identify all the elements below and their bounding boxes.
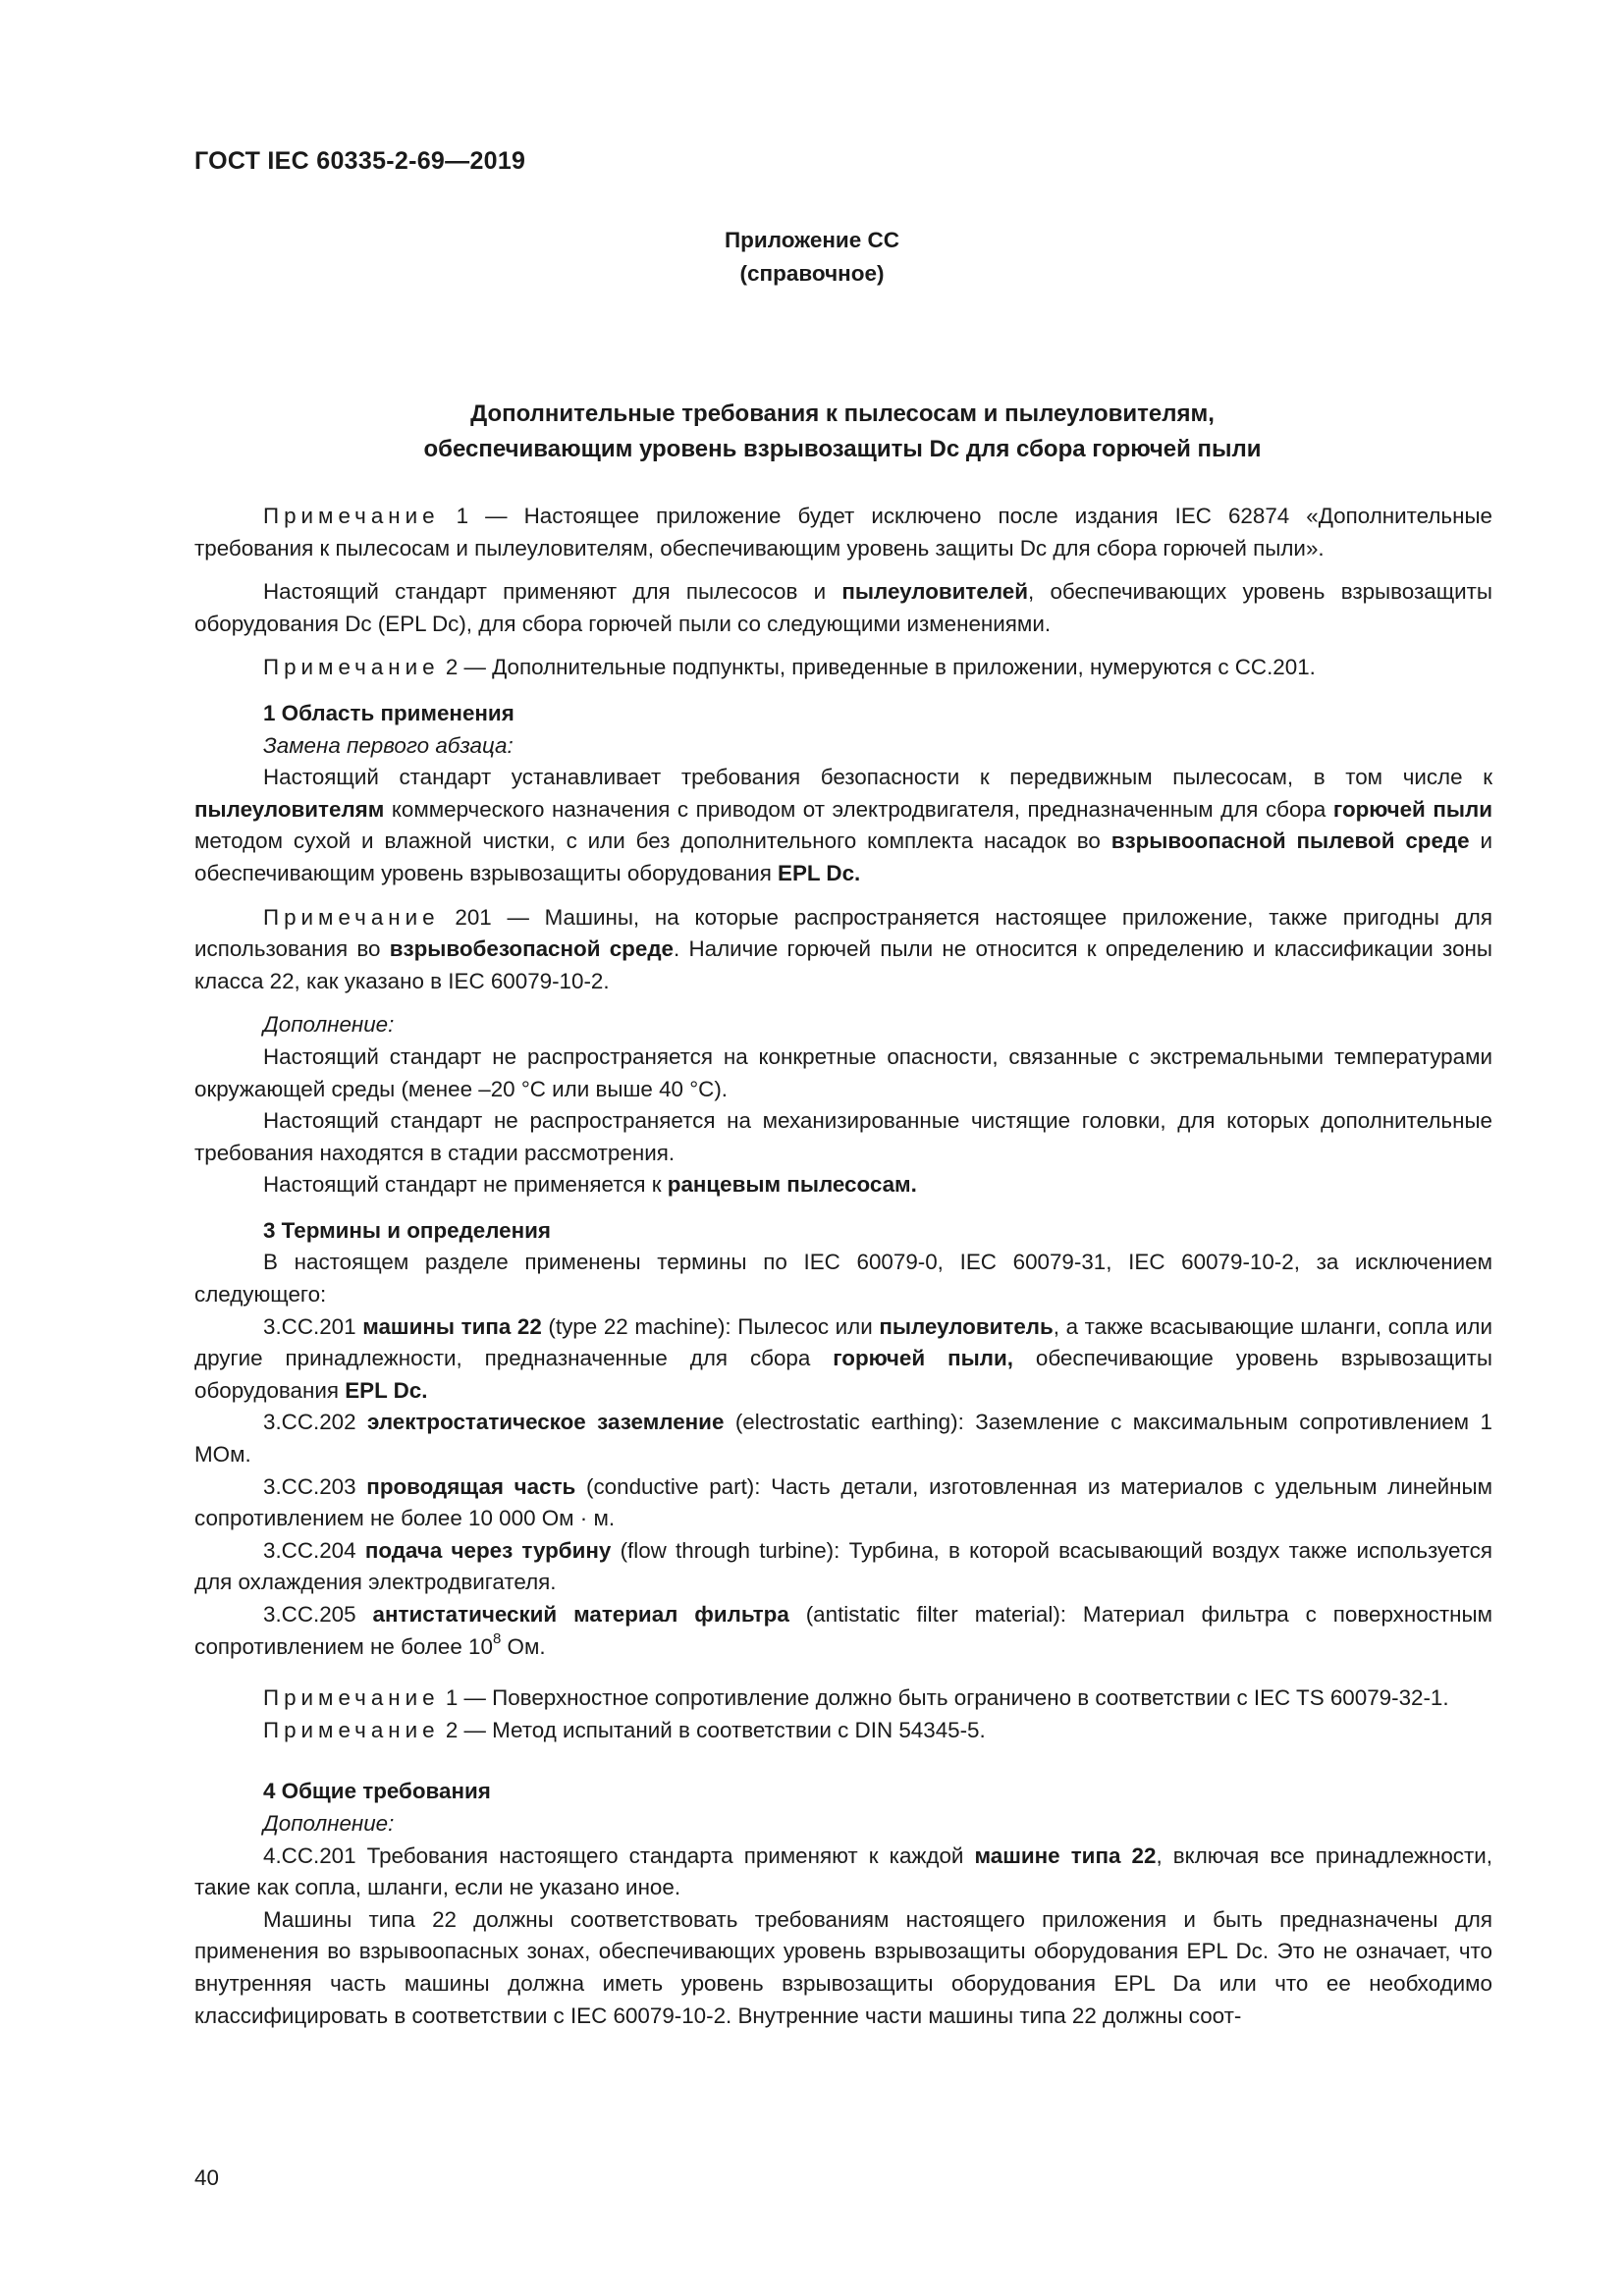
section-1-addition-label: Дополнение: — [263, 1012, 395, 1038]
note-2: Примечание 2 — Дополнительные подпункты, приведенные в приложении, нумеруются с СС.201. — [263, 655, 1316, 680]
section-1-heading: 1 Область применения — [263, 700, 514, 725]
term-203: 3.СС.203 проводящая часть (conductive part): Часть детали, изготовленная из материалов с удельным линейным сопротивлением не более 10 000 Ом · м. — [194, 1473, 1493, 1531]
section-1-note-201: Примечание 201 — Машины, на которые распространяется настоящее приложение, также пригодны для использования во взрывобезопасной среде. Наличие горючей пыли не относится к определению и классификации зоны класса 22, как указано в IEC 60079-10-2. — [194, 904, 1492, 993]
section-4-heading: 4 Общие требования — [263, 1779, 491, 1804]
term-202: 3.СС.202 электростатическое заземление (electrostatic earthing): Заземление с максимальным сопротивлением 1 МОм. — [194, 1410, 1492, 1468]
section-3-note-1: Примечание 1 — Поверхностное сопротивление должно быть ограничено в соответствии с IEC TS 60079-32-1. — [263, 1685, 1449, 1711]
section-4-paragraph-2: Машины типа 22 должны соответствовать требованиям настоящего приложения и быть предназначены для применения во взрывоопасных зонах, обеспечивающих уровень взрывозащиты оборудования EPL Dc. Это не означает, что внутренняя часть машины должна иметь уровень взрывозащиты оборудования EPL Da или что ее необходимо классифицировать в соответствии с IEC 60079-10-2. Внутренние части машины типа 22 должны соот- — [194, 1906, 1492, 2028]
title-line-1: Дополнительные требования к пылесосам и пылеуловителям, — [470, 400, 1215, 427]
section-1-paragraph-3: Настоящий стандарт не распространяется на механизированные чистящие головки, для которых дополнительные требования находятся в стадии рассмотрения. — [194, 1108, 1492, 1165]
scope-intro-paragraph: Настоящий стандарт применяют для пылесосов и пылеуловителей, обеспечивающих уровень взрывозащиты оборудования Dc (EPL Dc), для сбора горючей пыли со следующими изменениями. — [194, 579, 1492, 636]
section-3-intro: В настоящем разделе применены термины по IEC 60079-0, IEC 60079-31, IEC 60079-10-2, за исключением следующего: — [194, 1250, 1492, 1308]
term-201: 3.СС.201 машины типа 22 (type 22 machine): Пылесос или пылеуловитель, а также всасывающие шланги, сопла или другие принадлежности, предназначенные для сбора горючей пыли, обеспечивающие уровень взрывозащиты оборудования EPL Dc. — [194, 1313, 1492, 1403]
annex-subject-title — [194, 397, 1490, 467]
note-1: Примечание 1 — Настоящее приложение будет исключено после издания IEC 62874 «Дополнительные требования к пылесосам и пылеуловителям, обеспечивающим уровень защиты Dc для сбора горючей пыли». — [194, 504, 1492, 561]
title-line-2: обеспечивающим уровень взрывозащиты Dc для сбора горючей пыли — [423, 436, 1262, 462]
annex-title: Приложение СС — [724, 228, 900, 252]
note-word: Примечание — [263, 504, 440, 528]
section-1-paragraph-4: Настоящий стандарт не применяется к ранцевым пылесосам. — [263, 1172, 917, 1198]
document-code: ГОСТ IEC 60335-2-69—2019 — [194, 147, 526, 175]
document-body — [194, 501, 1492, 2032]
section-1-paragraph-2: Настоящий стандарт не распространяется на конкретные опасности, связанные с экстремальными температурами окружающей среды (менее –20 °С или выше 40 °С). — [194, 1043, 1492, 1101]
section-4-paragraph-1: 4.СС.201 Требования настоящего стандарта применяют к каждой машине типа 22, включая все принадлежности, такие как сопла, шланги, если не указано иное. — [194, 1842, 1492, 1900]
term-204: 3.СС.204 подача через турбину (flow through turbine): Турбина, в которой всасывающий воздух также используется для охлаждения электродвигателя. — [194, 1537, 1492, 1595]
annex-type: (справочное) — [739, 261, 885, 286]
section-1-replace-label: Замена первого абзаца: — [263, 732, 514, 758]
section-1-paragraph-1: Настоящий стандарт устанавливает требования безопасности к передвижным пылесосам, в том числе к пылеуловителям коммерческого назначения с приводом от электродвигателя, предназначенным для сбора горючей пыли методом сухой и влажной чистки, с или без дополнительного комплекта насадок во взрывоопасной пылевой среде и обеспечивающим уровень взрывозащиты оборудования EPL Dc. — [194, 765, 1492, 885]
term-205: 3.СС.205 антистатический материал фильтра (antistatic filter material): Материал фильтра с поверхностным сопротивлением не более $10^8$ Ом. — [194, 1602, 1492, 1659]
section-4-addition-label: Дополнение: — [263, 1810, 395, 1836]
page-number: 40 — [194, 2165, 219, 2190]
annex-heading — [0, 224, 1624, 291]
section-3-note-2: Примечание 2 — Метод испытаний в соответствии с DIN 54345-5. — [263, 1717, 986, 1742]
section-3-heading: 3 Термины и определения — [263, 1217, 551, 1243]
